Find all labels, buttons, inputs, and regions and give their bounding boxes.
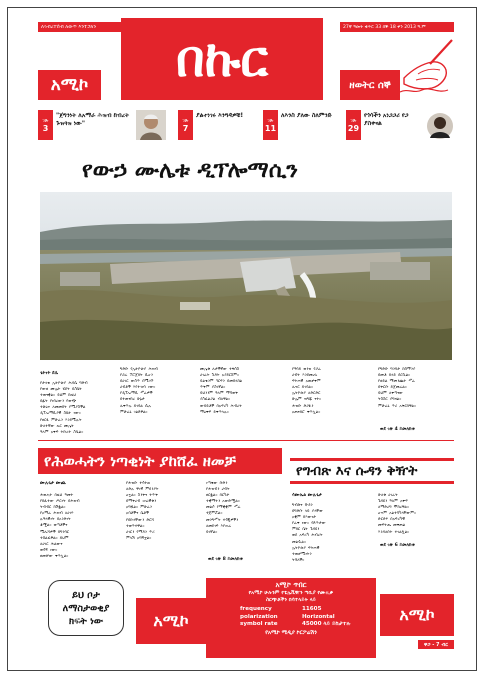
spec-value: 11605 bbox=[302, 606, 322, 612]
lead-column: የዓባይ ወንዝ የጋራ ሀብት እንደመሆኑ ፍትሐዊ አጠቃቀም ሊኖር ይገባል። ኢትዮጵያ ለድርድር ሁሌም ዝግጁ ናት። ሕዝቡ ድጋፉን አጠናክሮ ቀጥሏል። bbox=[292, 366, 322, 414]
article2-headline[interactable]: የሕወሓትን ነጣቂነት ያከሸፈ ዘመቻ bbox=[38, 448, 282, 474]
footer-satellite-info bbox=[206, 578, 376, 658]
lead-column: ግድቡ የኢትዮጵያ ሕዝብ የጋራ ፕሮጀክት ሲሆን በሀገር ውስጥ በሚገኙ ሀብቶች እየተገነባ ነው። የዲፕሎማሲ ሥራዎች በተጠናከረ ሁኔታ ሊቀጥሉ ይገባል ሲሉ ምሁራኑ ገልጸዋል። bbox=[120, 366, 158, 414]
article3-column: ግብጽና ሱዳን በግድቡ ላይ ያላቸው አቋም ከእውነታ የራቀ ነው። የጸጥታው ምክር ቤት ጉዳዩን ወደ አፍሪካ ሕብረት መልሷል። ኢትዮጵያ ፍትሐዊ ተጠቃሚነትን ትሻለች። bbox=[292, 502, 326, 562]
teaser-text[interactable]: የጎሳችን አነጋጋሪ የጋ ያስቀናል bbox=[364, 112, 409, 127]
teaser-text[interactable]: "ጀግንነት ለአማራ ሕዝብ ከብረት ጉዝጓዝ ነው" bbox=[56, 112, 130, 127]
spec-key: polarization bbox=[240, 613, 278, 620]
article2-byline: ሙሉጌታ ሙጨ bbox=[40, 481, 66, 486]
lead-column: የግድቡ ግንባታ ከሰማንያ በመቶ በላይ ደርሷል። የኃይል ማመንጨት ሥራ በቅርቡ ይጀመራል። ይህም ለቀጣናው ትስስር ያግዛል። ምሁራኑ ጥሪ አቅርበዋል። bbox=[378, 366, 416, 408]
article3-headline[interactable]: የግብጽ እና ሱዳን ቅዥት bbox=[290, 458, 454, 484]
section-divider bbox=[38, 440, 454, 441]
spec-key: symbol rate bbox=[240, 621, 278, 627]
article2-column: ሕወሓት በዚህ ዓመት የከፈተው ጦርነት በሕዝብ ትብብር ከሽፏል። የአማራ ሕዝብ ለሀገሩ ሉዓላዊነት በአንድነት ቆሟል። ወጣቶችና ሚሊሻዎች በግንባር ተሰልፈዋል። ይህም ለሀገር ሕልውና ወሳኝ ነው። ዘመቻው ቀጥሏል። bbox=[40, 492, 80, 558]
teaser-text[interactable]: ለእንስ ያለው ስለምንድ bbox=[281, 112, 332, 119]
masthead-subtitle: ዘወትር ሰኞ bbox=[340, 70, 400, 100]
article3-byline: ሳሙኤል ሙሉጌታ bbox=[292, 493, 322, 498]
spec-key: frequency bbox=[240, 606, 272, 612]
article3-column: ሁለቱ ሀገራት ጉዳዩን ዓለም አቀፍ ለማድረግ ሞክረዋል። ሆኖም አልተሳካላቸውም። ድርድሩ በአፍሪካዊ መፍትሔ መቀጠል እንዳለበት ተገልጿል። bbox=[378, 492, 416, 534]
spec-value: Horizontal bbox=[302, 613, 335, 620]
masthead-logo-small: አሚኮ bbox=[38, 70, 101, 100]
satellite-specs bbox=[212, 606, 370, 629]
footer-center-bottom: የአሚኮ ሚዲያ ኮርፖሬሽን bbox=[265, 629, 317, 636]
article2-column: ነጣቂው ቡድን የሕዝብን ሀብት ዘርፏል። በርካታ ተቋማትን አውድሟል። መልሶ የማቋቋም ሥራ ተጀምሯል። መንግሥት ተጎጂዎችን ለመደገፍ እየሠራ ይገኛል። bbox=[206, 480, 241, 534]
newspaper-front-page bbox=[7, 7, 477, 671]
pen-hand-illustration bbox=[398, 34, 456, 100]
teaser-page-number[interactable] bbox=[346, 110, 361, 140]
promo-line: ይህ ቦታ bbox=[72, 589, 100, 601]
spec-value: 45000 ላይ ይከታተሉ bbox=[302, 621, 351, 627]
footer-center-line: የአሚኮ ሁሉንም የቴሌቪዥን ጣቢያ የሙዚቃ bbox=[248, 590, 334, 596]
teaser-portrait-photo bbox=[426, 112, 454, 140]
teaser-page-value: 29 bbox=[347, 124, 360, 133]
footer-logo-right: አሚኮ bbox=[380, 594, 454, 636]
lead-continued-link[interactable]: ወደ ገጽ 4 ይመለከቱ bbox=[380, 427, 415, 432]
lead-headline-line-1[interactable]: የውኃ ሙሌቱ ዲፕሎማሲን bbox=[82, 157, 298, 183]
teaser-page-number[interactable] bbox=[38, 110, 53, 140]
lead-column: ሙሌቱ ለታችኛው ተፋሰስ ሀገራት ጉዳት አያደርስም። ይልቁንም ጎርፍን በመከላከል ጥቅም ያስገኛል። ይህንንም ዓለም ማሳወቅ ያስፈልጋል ብለዋል። ውይይቶች በአፍሪካ ሕብረት ማዕቀፍ ይቀጥላሉ። bbox=[200, 366, 243, 414]
article2-continued-link[interactable]: ወደ ገጽ 8 ይመለከቱ bbox=[208, 557, 243, 562]
footer-center-title: አሚኮ ጥበር bbox=[275, 581, 307, 589]
footer-center-line: ስርጭቶችን በሳተላይት ላይ bbox=[266, 597, 316, 603]
issue-line: 27ኛ ዓመት ቁጥር 33 ሰኞ 18 ቀን 2013 ዓ.ም bbox=[340, 22, 454, 32]
teaser-text[interactable]: ያልተነገሩ እንግዳዎቹ! bbox=[196, 112, 244, 119]
teaser-portrait-photo bbox=[136, 110, 166, 140]
lead-byline: ጌትነት ደሴ bbox=[40, 371, 58, 376]
article3-continued-link[interactable]: ወደ ገጽ 6 ይመለከቱ bbox=[380, 543, 415, 548]
teaser-page-value: 11 bbox=[264, 124, 277, 133]
teaser-page-number[interactable] bbox=[263, 110, 278, 140]
masthead-tagline: ለኅብረተሰብ ለውጥ እንተጋለን bbox=[38, 22, 121, 32]
price-tag: ዋጋ - 7 ብር bbox=[418, 640, 454, 649]
promo-line: ለማስታወቂያ bbox=[62, 602, 110, 614]
teaser-page-label: ገጽ bbox=[267, 118, 274, 124]
teaser-page-label: ገጽ bbox=[350, 118, 357, 124]
teaser-page-number[interactable] bbox=[178, 110, 193, 140]
teaser-page-value: 7 bbox=[182, 124, 189, 133]
teaser-page-label: ገጽ bbox=[182, 118, 189, 124]
footer-logo-left: አሚኮ bbox=[136, 598, 206, 644]
ad-space-promo[interactable] bbox=[48, 580, 124, 636]
promo-line: ክፍት ነው bbox=[68, 615, 104, 627]
teaser-page-label: ገጽ bbox=[42, 118, 49, 124]
lead-column: የታላቁ ኢትዮጵያ ሕዳሴ ግድብ የውኃ ሙሌት ሂደት በስኬት ተጠናቋል። ይህም ከዚህ በፊት የነበረውን የውጭ ተጽዕኖ ለመመከት የሚያስችል ዲፕሎማሲያዊ ስኬት ነው። የዘርፉ ምሁራን እንደሚሉት ሁለተኛው ዙር ሙሌት ዓለም አቀፍ ትኩረት ስቧል። bbox=[40, 380, 88, 434]
masthead-title: በኩር bbox=[121, 18, 323, 100]
dam-aerial-photo bbox=[40, 192, 452, 360]
teaser-page-value: 3 bbox=[42, 124, 49, 133]
article2-column: የሕዝቡ ተሳትፎ ለድሉ ዋነኛ ምክንያት ሆኗል። ስንቅና ትጥቅ በማቅረብ ሠራዊቱን አግዟል። ምሁራን አባቶችና ሴቶች የበኩላቸውን ድርሻ ተወጥተዋል። ሀገርን የማዳን ጥሪ ምላሽ አግኝቷል። bbox=[126, 480, 159, 540]
